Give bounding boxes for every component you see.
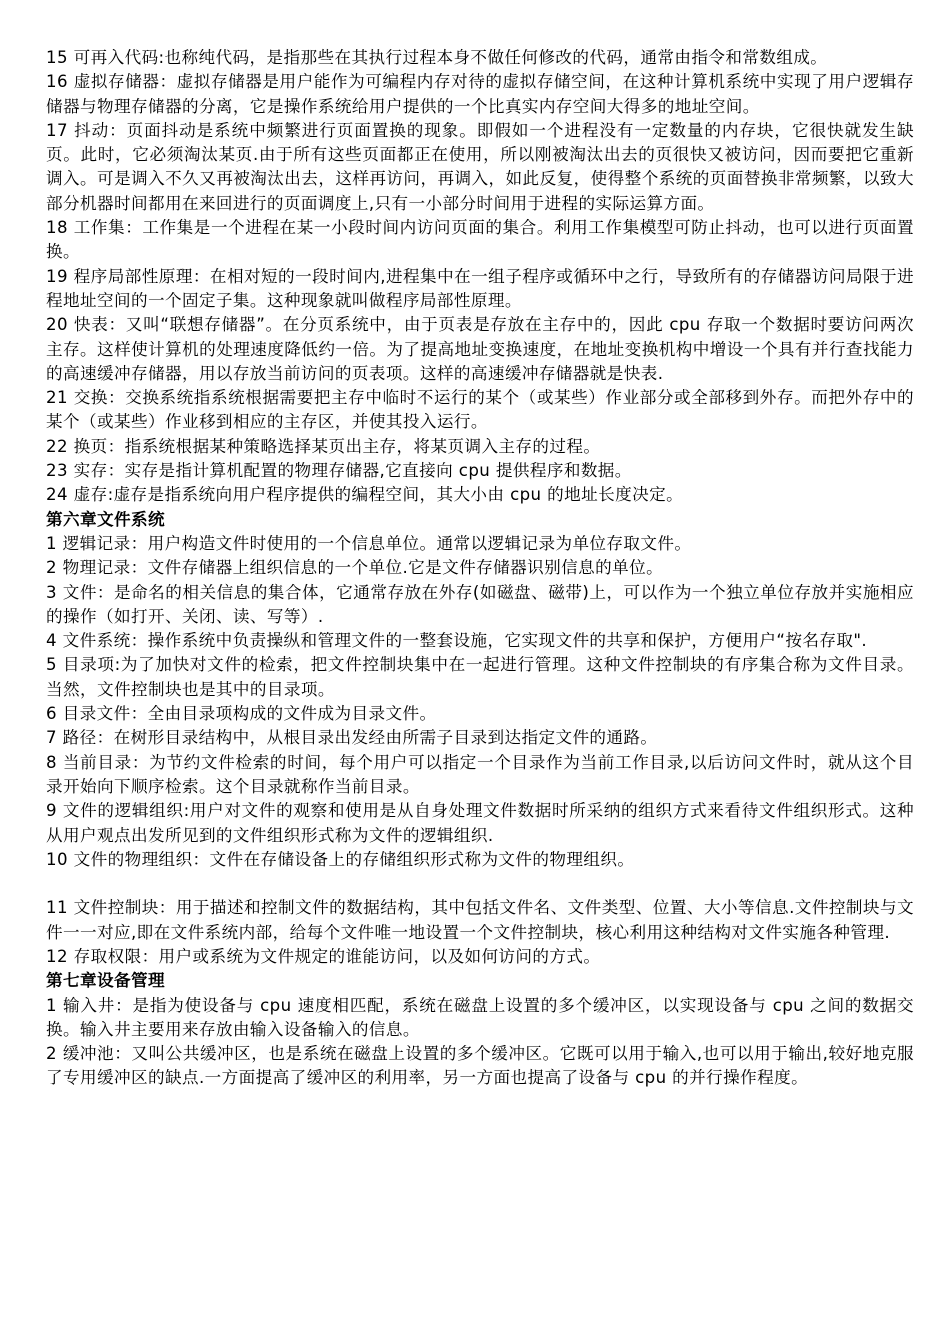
definition-paragraph: 11 文件控制块：用于描述和控制文件的数据结构，其中包括文件名、文件类型、位置、大小等信息.文件控制块与文件一一对应,即在文件系统内部，给每个文件唯一地设置一个文件控制块，核心利用这种结构对文件实施各种管理. bbox=[46, 898, 914, 942]
definition-paragraph: 7 路径：在树形目录结构中，从根目录出发经由所需子目录到达指定文件的通路。 bbox=[46, 728, 658, 748]
chapter-heading: 第六章文件系统 bbox=[46, 509, 165, 529]
definition-paragraph: 2 物理记录：文件存储器上组织信息的一个单位.它是文件存储器识别信息的单位。 bbox=[46, 558, 664, 578]
definition-paragraph: 9 文件的逻辑组织:用户对文件的观察和使用是从自身处理文件数据时所采纳的组织方式来看待文件组织形式。这种从用户观点出发所见到的文件组织形式称为文件的逻辑组织. bbox=[46, 801, 914, 845]
definition-paragraph: 17 抖动：页面抖动是系统中频繁进行页面置换的现象。即假如一个进程没有一定数量的内存块，它很快就发生缺页。此时，它必须淘汰某页.由于所有这些页面都正在使用，所以刚被淘汰出去的页很快又被访问，因而要把它重新调入。可是调入不久又再被淘汰出去，这样再访问，再调入，如此反复，使得整个系统的页面替换非常频繁，以致大部分机器时间都用在来回进行的页面调度上,只有一小部分时间用于进程的实际运算方面。 bbox=[46, 120, 914, 213]
definition-paragraph: 5 目录项:为了加快对文件的检索，把文件控制块集中在一起进行管理。这种文件控制块的有序集合称为文件目录。当然，文件控制块也是其中的目录项。 bbox=[46, 655, 914, 699]
definition-paragraph: 23 实存：实存是指计算机配置的物理存储器,它直接向 cpu 提供程序和数据。 bbox=[46, 461, 632, 481]
definition-paragraph: 18 工作集：工作集是一个进程在某一小段时间内访问页面的集合。利用工作集模型可防止抖动，也可以进行页面置换。 bbox=[46, 218, 914, 262]
definition-paragraph: 2 缓冲池：又叫公共缓冲区，也是系统在磁盘上设置的多个缓冲区。它既可以用于输入,也可以用于输出,较好地克服了专用缓冲区的缺点.一方面提高了缓冲区的利用率，另一方面也提高了设备与 cpu 的并行操作程度。 bbox=[46, 1044, 914, 1088]
document-page bbox=[46, 46, 914, 1091]
definition-paragraph: 19 程序局部性原理：在相对短的一段时间内,进程集中在一组子程序或循环中之行，导致所有的存储器访问局限于进程地址空间的一个固定子集。这种现象就叫做程序局部性原理。 bbox=[46, 266, 914, 310]
definition-paragraph: 6 目录文件：全由目录项构成的文件成为目录文件。 bbox=[46, 704, 437, 724]
definition-paragraph: 1 逻辑记录：用户构造文件时使用的一个信息单位。通常以逻辑记录为单位存取文件。 bbox=[46, 533, 692, 553]
definition-paragraph: 22 换页：指系统根据某种策略选择某页出主存，将某页调入主存的过程。 bbox=[46, 436, 601, 456]
definition-paragraph: 24 虚存:虚存是指系统向用户程序提供的编程空间，其大小由 cpu 的地址长度决定。 bbox=[46, 485, 684, 505]
definition-paragraph: 15 可再入代码:也称纯代码，是指那些在其执行过程本身不做任何修改的代码，通常由指令和常数组成。 bbox=[46, 48, 828, 67]
definition-paragraph: 4 文件系统：操作系统中负责操纵和管理文件的一整套设施，它实现文件的共享和保护，方便用户“按名存取". bbox=[46, 631, 868, 651]
definition-paragraph: 1 输入井：是指为使设备与 cpu 速度相匹配，系统在磁盘上设置的多个缓冲区，以实现设备与 cpu 之间的数据交换。输入井主要用来存放由输入设备输入的信息。 bbox=[46, 995, 914, 1039]
definition-paragraph: 12 存取权限：用户或系统为文件规定的谁能访问，以及如何访问的方式。 bbox=[46, 946, 601, 966]
definition-paragraph: 10 文件的物理组织：文件在存储设备上的存储组织形式称为文件的物理组织。 bbox=[46, 849, 635, 869]
blank-line bbox=[46, 872, 914, 896]
definition-paragraph: 21 交换：交换系统指系统根据需要把主存中临时不运行的某个（或某些）作业部分或全部移到外存。而把外存中的某个（或某些）作业移到相应的主存区，并使其投入运行。 bbox=[46, 388, 914, 432]
definition-paragraph: 16 虚拟存储器：虚拟存储器是用户能作为可编程内存对待的虚拟存储空间，在这种计算机系统中实现了用户逻辑存储器与物理存储器的分离，它是操作系统给用户提供的一个比真实内存空间大得多的地址空间。 bbox=[46, 72, 914, 116]
definition-paragraph: 20 快表：又叫“联想存储器”。在分页系统中，由于页表是存放在主存中的，因此 cpu 存取一个数据时要访问两次主存。这样使计算机的处理速度降低约一倍。为了提高地址变换速度，在地址变换机构中增设一个具有并行查找能力的高速缓冲存储器，用以存放当前访问的页表项。这样的高速缓冲存储器就是快表. bbox=[46, 315, 914, 383]
definition-paragraph: 8 当前目录：为节约文件检索的时间，每个用户可以指定一个目录作为当前工作目录,以后访问文件时，就从这个目录开始向下顺序检索。这个目录就称作当前目录。 bbox=[46, 752, 914, 796]
chapter-heading: 第七章设备管理 bbox=[46, 971, 165, 991]
definition-paragraph: 3 文件：是命名的相关信息的集合体，它通常存放在外存(如磁盘、磁带)上，可以作为一个独立单位存放并实施相应的操作（如打开、关闭、读、写等）. bbox=[46, 582, 914, 626]
